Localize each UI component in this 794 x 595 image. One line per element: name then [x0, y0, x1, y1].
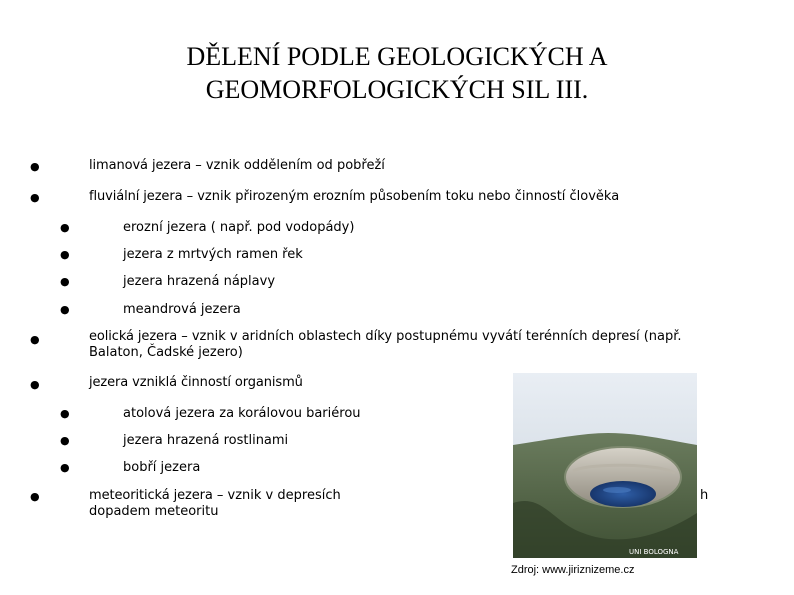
bullet-icon: ● [60, 303, 70, 316]
bullet-icon: ● [30, 191, 40, 204]
sub-item-fluvial-3: jezera hrazená náplavy [123, 274, 276, 289]
desc-meteorite-tail: h [700, 488, 709, 503]
list-item-liman [89, 157, 385, 174]
image-source: Zdroj: www.jiriznizeme.cz [511, 564, 635, 576]
sub-item-organisms-2: jezera hrazená rostlinami [123, 433, 289, 448]
bullet-icon: ● [30, 333, 40, 346]
bullet-icon: ● [60, 434, 70, 447]
bullet-icon: ● [30, 160, 40, 173]
bullet-icon: ● [60, 275, 70, 288]
page-title [0, 40, 794, 106]
desc-eolic: – vznik v aridních oblastech díky postupnému vyvátí terénních depresí (např. [177, 329, 682, 344]
bullet-icon: ● [60, 461, 70, 474]
desc-fluvial: – vznik přirozeným erozním působením toku nebo činností člověka [182, 189, 620, 204]
bullet-icon: ● [60, 407, 70, 420]
desc-eolic-cont: Balaton, Čadské jezero) [89, 345, 243, 360]
list-item-organisms [89, 374, 303, 391]
title-line-2: GEOMORFOLOGICKÝCH SIL III. [205, 75, 589, 104]
term-organisms: jezera vzniklá činností organismů [89, 375, 303, 390]
desc-liman: – vznik oddělením od pobřeží [191, 158, 385, 173]
sub-item-organisms-1: atolová jezera za korálovou bariérou [123, 406, 361, 421]
term-meteorite: meteoritická jezera [89, 488, 213, 503]
bullet-icon: ● [60, 221, 70, 234]
crater-lake-photo [513, 373, 697, 558]
sub-item-organisms-3: bobří jezera [123, 460, 201, 475]
term-liman: limanová jezera [89, 158, 192, 173]
sub-item-fluvial-1: erozní jezera ( např. pod vodopády) [123, 220, 355, 235]
desc-meteorite: – vznik v depresích [212, 488, 341, 503]
bullet-icon: ● [30, 490, 40, 503]
desc-meteorite-cont: dopadem meteoritu [89, 504, 219, 519]
photo-watermark: UNI BOLOGNA [629, 548, 679, 556]
list-item-eolic [89, 328, 682, 345]
sub-item-fluvial-2: jezera z mrtvých ramen řek [123, 247, 303, 262]
list-item-fluvial [89, 188, 619, 205]
bullet-icon: ● [30, 378, 40, 391]
term-eolic: eolická jezera [89, 329, 178, 344]
term-fluvial: fluviální jezera [89, 189, 183, 204]
crater-lake-image [513, 373, 697, 558]
list-item-meteorite [89, 487, 341, 504]
bullet-icon: ● [60, 248, 70, 261]
sub-item-fluvial-4: meandrová jezera [123, 302, 241, 317]
title-line-1: DĚLENÍ PODLE GEOLOGICKÝCH A [186, 42, 608, 71]
